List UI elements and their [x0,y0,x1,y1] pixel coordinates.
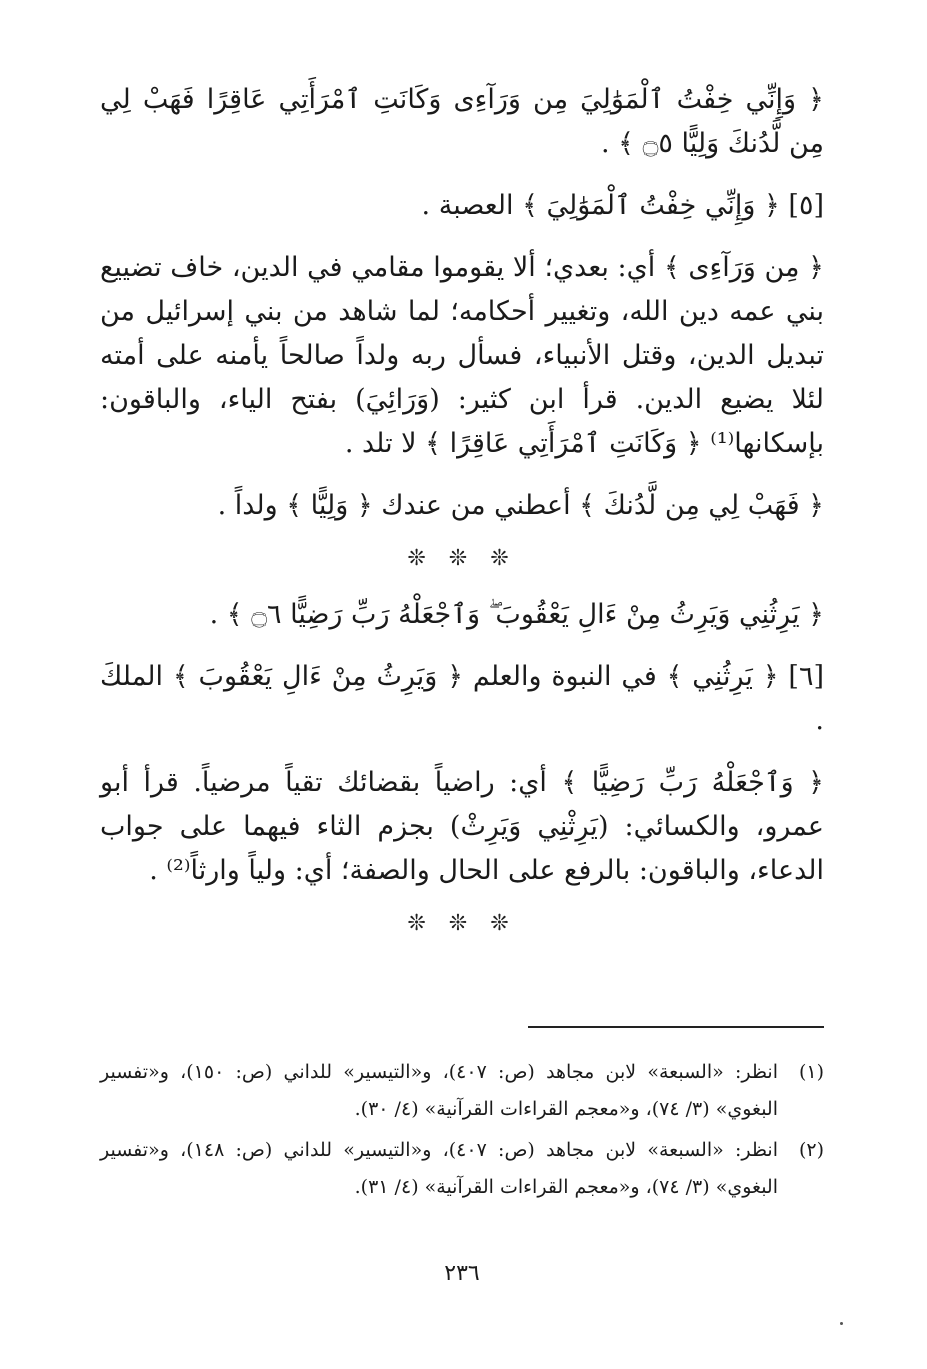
commentary-5-heading: [٥] ﴿ وَإِنِّي خِفْتُ ٱلْمَوَٰلِيَ ﴾ العصبة . [421,190,824,221]
section-separator-end: ❊ ❊ ❊ [407,911,517,936]
footnote-2 [100,1132,824,1206]
footnote-1 [100,1054,824,1128]
footnote-divider [528,1026,824,1028]
commentary-5-closing: ﴿ فَهَبْ لِي مِن لَّدُنكَ ﴾ أعطني من عندك ﴿ وَلِيًّا ﴾ ولداً . [217,490,824,521]
footnote-number: (١) [798,1061,824,1083]
footnotes [100,1054,824,1210]
section-separator: ❊ ❊ ❊ [407,546,517,571]
commentary-5-body: ﴿ مِن وَرَآءِى ﴾ أي: بعدي؛ ألا يقوموا مقامي في الدين، خاف تضييع بني عمه دين الله، وتغيير أحكامه؛ لما شاهد من بني إسرائيل من تبديل الدين، وقتل الأنبياء، فسأل ربه ولداً صالحاً يأمنه على أمته لئلا يضيع الدين. قرأ ابن كثير: (وَرَائِيَ) بفتح الياء، والباقون: بإسكانها⁽¹⁾ ﴿ وَكَانَتِ ٱمْرَأَتِي عَاقِرًا ﴾ لا تلد . [100,252,824,459]
commentary-6-body: ﴿ وَٱجْعَلْهُ رَبِّ رَضِيًّا ﴾ أي: راضياً بقضائك تقياً مرضياً. قرأ أبو عمرو، والكسائي: (يَرِثْنِي وَيَرِثْ) بجزم الثاء فيهما على جواب الدعاء، والباقون: بالرفع على الحال والصفة؛ أي: ولياً وارثاً⁽²⁾ . [100,767,824,886]
footnote-number: (٢) [798,1139,824,1161]
verse-5: ﴿ وَإِنِّي خِفْتُ ٱلْمَوَٰلِيَ مِن وَرَآءِى وَكَانَتِ ٱمْرَأَتِي عَاقِرًا فَهَبْ لِي مِن لَّدُنكَ وَلِيًّا ۝٥ ﴾ . [100,84,824,159]
page-body [100,78,824,1286]
commentary-6-heading: [٦] ﴿ يَرِثُنِي ﴾ في النبوة والعلم ﴿ وَيَرِثُ مِنْ ءَالِ يَعْقُوبَ ﴾ الملكَ . [100,661,824,736]
verse-6: ﴿ يَرِثُنِي وَيَرِثُ مِنْ ءَالِ يَعْقُوبَ ۖ وَٱجْعَلْهُ رَبِّ رَضِيًّا ۝٦ ﴾ . [209,599,824,630]
footnote-text: انظر: «السبعة» لابن مجاهد (ص: ٤٠٧)، و«التيسير» للداني (ص: ١٥٠)، و«تفسير البغوي» (٣/ ٧٤)، و«معجم القراءات القرآنية» (٤/ ٣٠). [100,1061,778,1120]
scan-speck [840,1322,843,1325]
page-number: ٢٣٦ [444,1261,480,1286]
footnote-text: انظر: «السبعة» لابن مجاهد (ص: ٤٠٧)، و«التيسير» للداني (ص: ١٤٨)، و«تفسير البغوي» (٣/ ٧٤)، و«معجم القراءات القرآنية» (٤/ ٣١). [100,1139,778,1198]
